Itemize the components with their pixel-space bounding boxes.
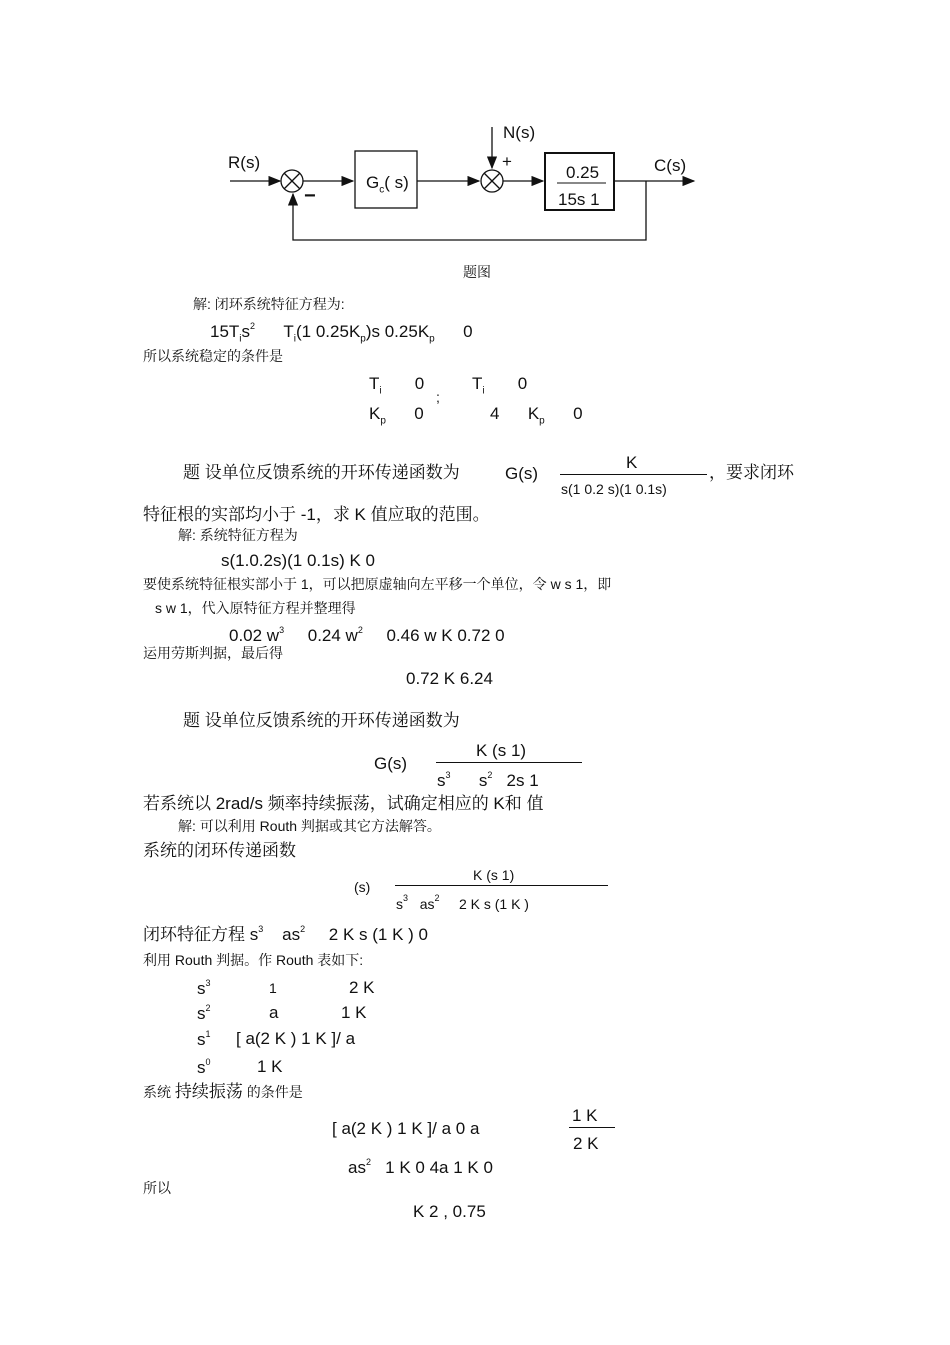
p2-tf-fraction-line — [560, 474, 707, 475]
routh-row-s0: $s^0$ — [197, 1057, 211, 1077]
p1-cond-kp-left: $K_p$ 0 — [369, 404, 424, 427]
plant-denominator: 15s 1 — [558, 190, 600, 209]
p3-question-a: 题 设单位反馈系统的开环传递函数为 — [183, 711, 460, 730]
p2-result: 0.72 K 6.24 — [406, 669, 493, 688]
routh-s3-col1: 1 — [269, 980, 277, 996]
routh-s2-col2: 1 K — [341, 1003, 367, 1022]
p3-condition-1: [ a(2 K ) 1 K ]/ a 0 a — [332, 1119, 480, 1138]
p3-tf-denominator: $s^3$ $s^2$ 2s 1 — [437, 770, 539, 790]
routh-row-s3: $s^3$ — [197, 978, 211, 998]
routh-s3-col2: 2 K — [349, 978, 375, 997]
p3-osc-intro: 系统 持续振荡 的条件是 — [143, 1082, 303, 1101]
controller-arg: ( s) — [384, 173, 409, 192]
output-label: C(s) — [654, 156, 687, 175]
p3-tf-intro: 系统的闭环传递函数 — [143, 841, 296, 860]
p3-condition-2: $as^2$ 1 K 0 4a 1 K 0 — [348, 1157, 493, 1177]
p2-question-a: 题 设单位反馈系统的开环传递函数为 — [183, 463, 460, 482]
p2-tf-numerator: K — [626, 453, 638, 472]
block-diagram — [0, 0, 950, 260]
p2-shifted-equation: 0.02 $w^3$ 0.24 $w^2$ 0.46 w K 0.72 0 — [229, 625, 505, 645]
p2-shift-text-2: s w 1，代入原特征方程并整理得 — [155, 600, 356, 616]
p3-condition-frac-num: 1 K — [572, 1106, 598, 1125]
p3-condition-fraction-line — [569, 1127, 615, 1128]
p1-semicolon: ; — [436, 389, 440, 405]
controller-symbol: G — [366, 173, 380, 192]
minus-sign: − — [304, 185, 316, 207]
figure-caption: 题图 — [463, 264, 491, 280]
p2-tf-denominator: s(1 0.2 s)(1 0.1s) — [561, 481, 667, 497]
p3-gs: G(s) — [374, 754, 408, 773]
p3-final-result: K 2 , 0.75 — [413, 1202, 486, 1221]
controller-block-label — [366, 174, 409, 195]
p3-char-equation: 闭环特征方程 $s^3$ $as^2$ 2 K s (1 K ) 0 — [143, 924, 428, 944]
routh-s1-col1: [ a(2 K ) 1 K ]/ a — [236, 1029, 356, 1048]
routh-s0-col1: 1 K — [257, 1057, 283, 1076]
controller-subscript: c — [379, 184, 385, 196]
p3-question-b: 若系统以 2rad/s 频率持续振荡，试确定相应的 K和 值 — [143, 794, 544, 813]
plant-numerator: 0.25 — [566, 163, 600, 182]
p2-question-b: ，要求闭环 — [709, 463, 794, 482]
disturbance-label: N(s) — [503, 123, 536, 142]
p1-condition-intro: 所以系统稳定的条件是 — [143, 348, 283, 364]
p3-tf-fraction-line — [436, 762, 582, 763]
p2-routh-text: 运用劳斯判据，最后得 — [143, 645, 283, 661]
p3-therefore: 所以 — [143, 1180, 171, 1196]
p2-shift-text: 要使系统特征根实部小于 1，可以把原虚轴向左平移一个单位，令 w s 1，即 — [143, 576, 612, 592]
input-label: R(s) — [228, 153, 261, 172]
p2-question-c: 特征根的实部均小于 -1，求 K 值应取的范围。 — [143, 505, 490, 524]
p1-cond-ti-right: $T_i$ 0 — [472, 374, 528, 397]
p2-solution-intro: 解: 系统特征方程为 — [178, 527, 298, 543]
p3-closed-numerator: K (s 1) — [473, 867, 515, 883]
p1-cond-kp-right: 4 $K_p$ 0 — [490, 404, 583, 427]
p3-closed-denominator: $s^3$ $as^2$ 2 K s (1 K ) — [396, 893, 529, 912]
routh-row-s2: $s^2$ — [197, 1003, 211, 1023]
p2-gs: G(s) — [505, 464, 539, 483]
p3-solution-intro: 解: 可以利用 Routh 判据或其它方法解答。 — [178, 818, 441, 834]
p3-condition-frac-den: 2 K — [573, 1134, 599, 1153]
p3-closed-fraction-line — [395, 885, 608, 886]
p3-tf-lhs: (s) — [354, 879, 371, 895]
p3-tf-numerator: K (s 1) — [476, 741, 527, 760]
p1-char-equation: $15T_is^2$ $T_i(1$ $0.25K_p)s$ $0.25K_p$ 0 — [210, 321, 473, 345]
routh-s2-col1: a — [269, 1003, 279, 1022]
p2-char-equation: s(1.0.2s)(1 0.1s) K 0 — [221, 551, 376, 570]
p1-solution-intro: 解: 闭环系统特征方程为: — [193, 296, 345, 312]
p1-cond-ti-left: $T_i$ 0 — [369, 374, 425, 397]
routh-row-s1: $s^1$ — [197, 1029, 211, 1049]
plus-sign: + — [502, 152, 512, 171]
p3-routh-intro: 利用 Routh 判据。作 Routh 表如下: — [143, 952, 364, 968]
